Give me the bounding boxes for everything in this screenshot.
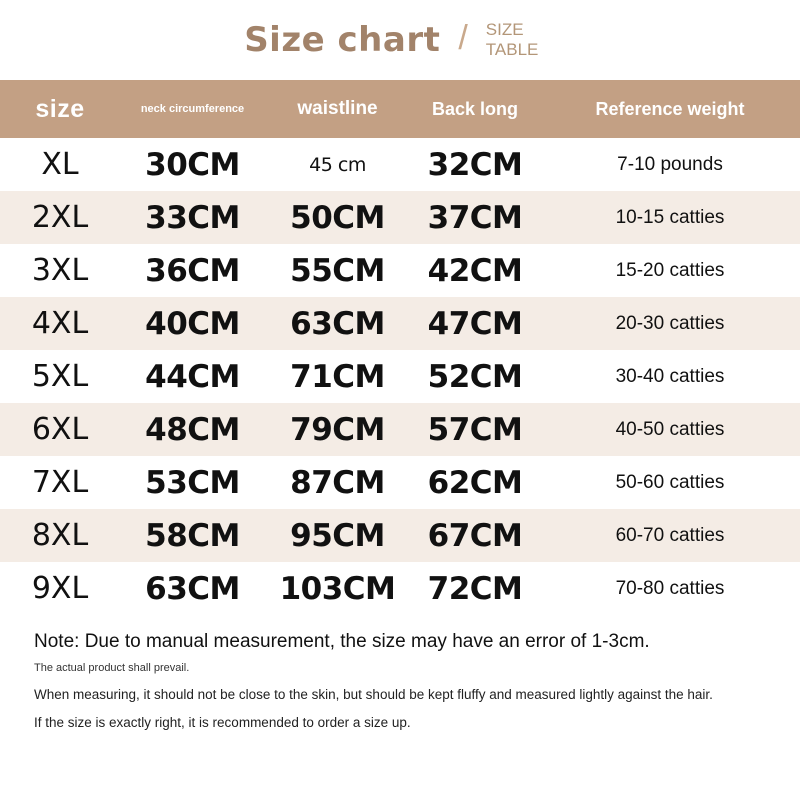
cell-size: 3XL bbox=[31, 253, 89, 288]
column-header-neck: neck circumference bbox=[140, 103, 245, 115]
column-header-waist: waistline bbox=[297, 98, 378, 119]
cell-neck: 40CM bbox=[145, 305, 240, 342]
cell-weight: 7-10 pounds bbox=[617, 153, 723, 175]
table-row bbox=[0, 138, 800, 191]
header-inner bbox=[244, 20, 556, 60]
page-title: Size chart bbox=[244, 20, 441, 60]
cell-waist: 50CM bbox=[290, 199, 385, 236]
table-row bbox=[0, 456, 800, 509]
cell-size: 5XL bbox=[31, 359, 89, 394]
cell-weight: 50-60 catties bbox=[615, 471, 725, 493]
cell-weight: 10-15 catties bbox=[615, 206, 725, 228]
cell-size: 8XL bbox=[31, 518, 89, 553]
column-header-back: Back long bbox=[431, 98, 519, 119]
cell-waist: 63CM bbox=[290, 305, 385, 342]
note-size-up-tip: If the size is exactly right, it is recommended to order a size up. bbox=[34, 715, 411, 730]
cell-neck: 44CM bbox=[145, 358, 240, 395]
cell-weight: 30-40 catties bbox=[615, 365, 725, 387]
table-row bbox=[0, 297, 800, 350]
cell-size: 4XL bbox=[31, 306, 89, 341]
cell-back: 37CM bbox=[427, 199, 523, 236]
cell-size: XL bbox=[41, 147, 79, 182]
cell-waist: 87CM bbox=[290, 464, 385, 501]
column-header-weight: Reference weight bbox=[595, 98, 745, 119]
cell-neck: 33CM bbox=[145, 199, 240, 236]
cell-neck: 36CM bbox=[145, 252, 240, 289]
cell-neck: 63CM bbox=[145, 570, 240, 607]
table-header-row bbox=[0, 80, 800, 138]
table-row bbox=[0, 509, 800, 562]
cell-back: 32CM bbox=[427, 146, 523, 183]
cell-size: 2XL bbox=[31, 200, 89, 235]
cell-back: 52CM bbox=[427, 358, 523, 395]
cell-back: 47CM bbox=[427, 305, 523, 342]
cell-weight: 60-70 catties bbox=[615, 524, 725, 546]
cell-neck: 58CM bbox=[145, 517, 240, 554]
column-header-size: size bbox=[35, 94, 85, 123]
cell-size: 9XL bbox=[31, 571, 89, 606]
cell-back: 72CM bbox=[427, 570, 523, 607]
cell-waist: 103CM bbox=[279, 570, 396, 607]
table-row bbox=[0, 350, 800, 403]
page-subtitle: SIZE TABLE bbox=[485, 20, 539, 59]
cell-neck: 53CM bbox=[145, 464, 240, 501]
cell-waist: 71CM bbox=[290, 358, 385, 395]
cell-back: 42CM bbox=[427, 252, 523, 289]
cell-waist: 45 cm bbox=[309, 153, 366, 176]
table-row bbox=[0, 403, 800, 456]
cell-neck: 48CM bbox=[145, 411, 240, 448]
note-measuring-tip: When measuring, it should not be close to the skin, but should be kept fluffy and measured lightly against the hair. bbox=[34, 687, 713, 702]
title-divider: / bbox=[458, 18, 468, 57]
cell-waist: 55CM bbox=[290, 252, 385, 289]
cell-back: 62CM bbox=[427, 464, 523, 501]
cell-weight: 15-20 catties bbox=[615, 259, 725, 281]
cell-neck: 30CM bbox=[145, 146, 240, 183]
cell-weight: 20-30 catties bbox=[615, 312, 725, 334]
cell-waist: 95CM bbox=[290, 517, 385, 554]
cell-back: 67CM bbox=[427, 517, 523, 554]
table-row bbox=[0, 191, 800, 244]
table-row bbox=[0, 562, 800, 615]
cell-weight: 70-80 catties bbox=[615, 577, 725, 599]
cell-back: 57CM bbox=[427, 411, 523, 448]
cell-waist: 79CM bbox=[290, 411, 385, 448]
notes-section bbox=[0, 615, 800, 730]
cell-weight: 40-50 catties bbox=[615, 418, 725, 440]
note-measurement-error: Note: Due to manual measurement, the size may have an error of 1-3cm. bbox=[34, 631, 650, 652]
note-actual-product: The actual product shall prevail. bbox=[34, 662, 190, 674]
page-header bbox=[0, 0, 800, 80]
cell-size: 6XL bbox=[31, 412, 89, 447]
cell-size: 7XL bbox=[31, 465, 89, 500]
table-row bbox=[0, 244, 800, 297]
